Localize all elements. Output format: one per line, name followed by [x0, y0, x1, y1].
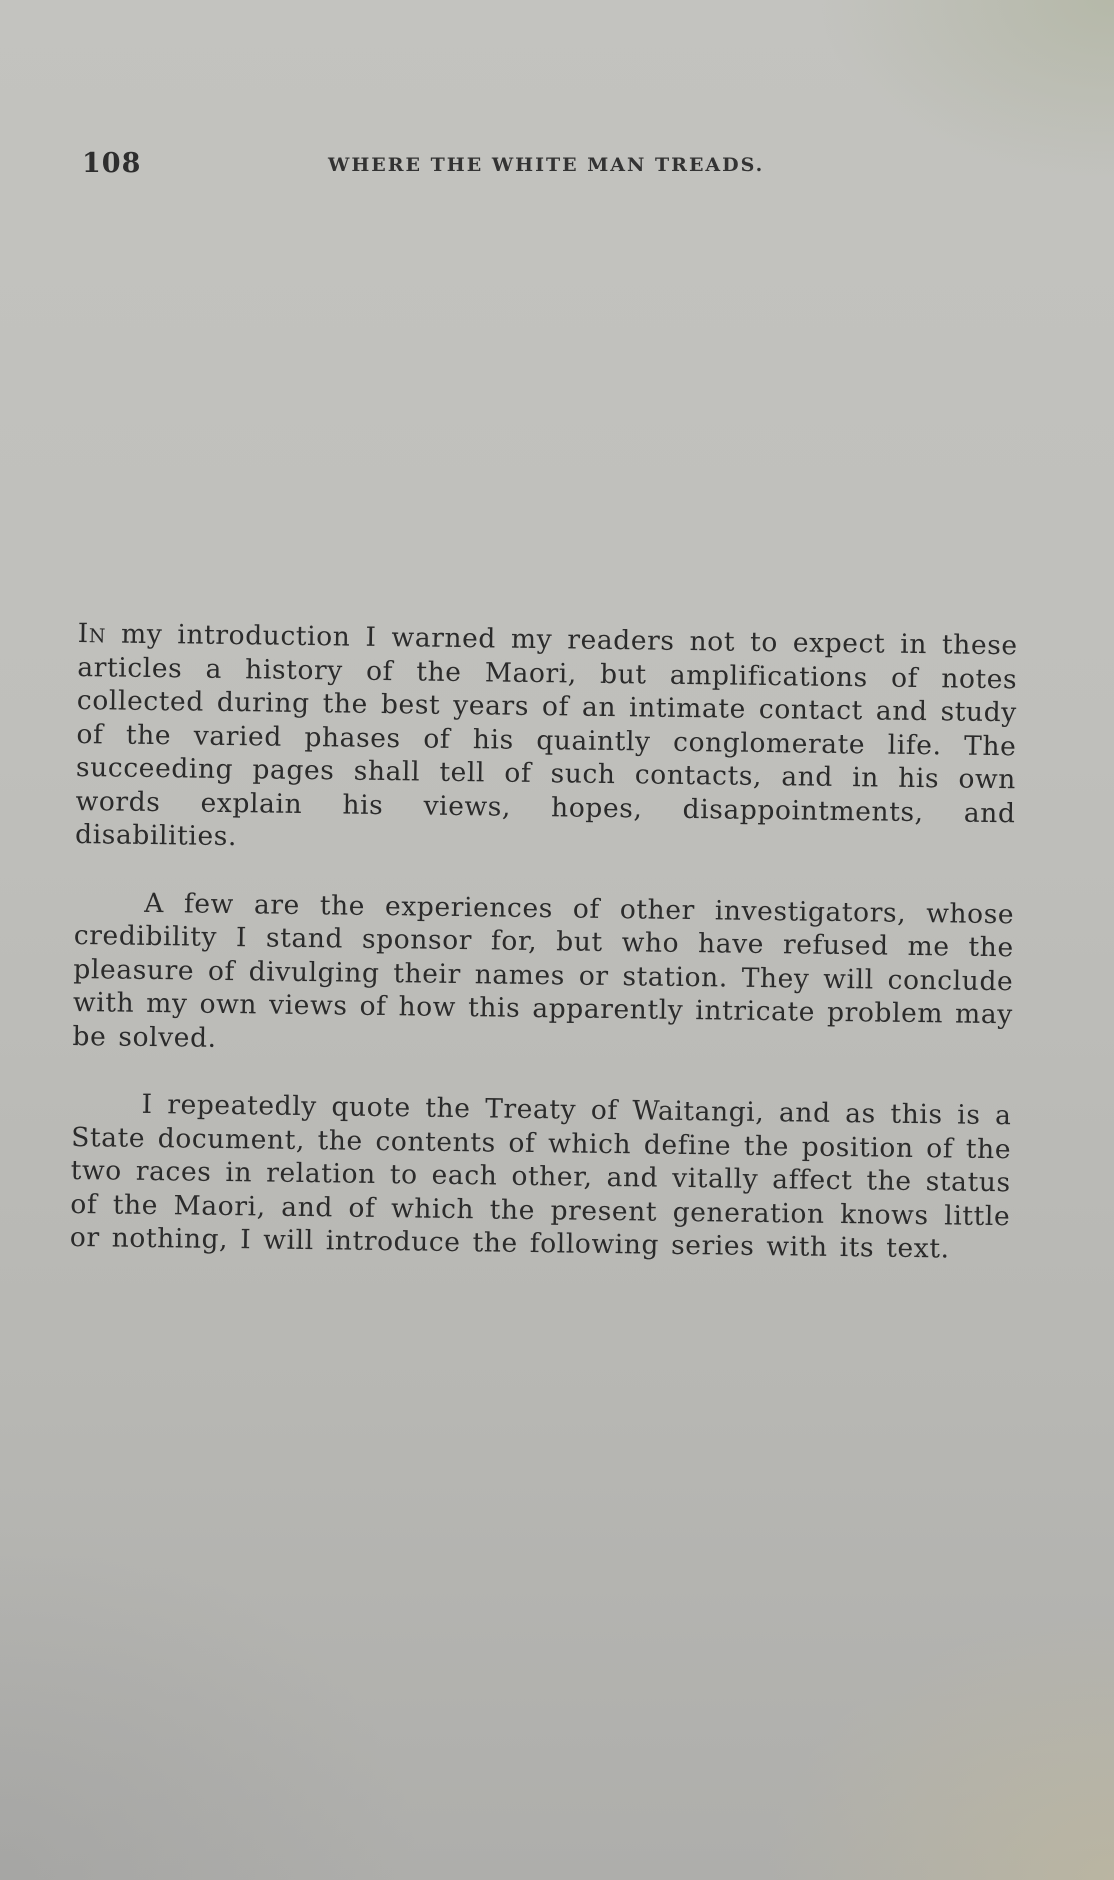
body-text	[69, 617, 1018, 1301]
paragraph-introduction	[75, 617, 1018, 864]
page-number: 108	[82, 148, 142, 179]
paragraph-investigators: A few are the experiences of other investigators, whose credibility I stand sponsor for, but who have refused me the pleasure of divulging their names or station. They will conclude with my own views of how this apparently intricate problem may be solved.	[72, 887, 1015, 1054]
paragraph-treaty: I repeatedly quote the Treaty of Waitangi, and as this is a State document, the contents of which define the position of the two races in relation to each other, and vitally affect the status of the Maori, and of which the present generation knows little or nothing, I will introduce the following series with its text.	[69, 1088, 1012, 1265]
running-head	[82, 148, 782, 182]
running-title: WHERE THE WHITE MAN TREADS.	[328, 154, 765, 176]
paragraph-text: my introduction I warned my readers not to expect in these articles a history of the Maori, but amplifications of notes collected during the best years of an intimate contact and study of the varied phases of his quaintly conglomerate life. The succeeding pages shall tell of such contacts, and in his own words explain his views, hopes, disappointments, and disabilities.	[74, 618, 1018, 853]
paragraph-lead-word: In	[77, 617, 107, 650]
